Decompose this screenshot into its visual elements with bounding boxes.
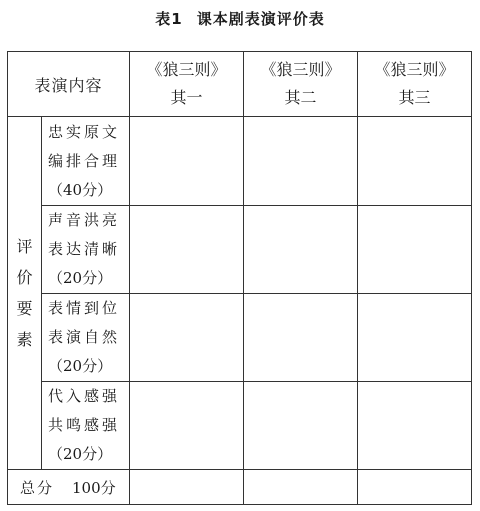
play-3-title: 《狼三则》 — [374, 60, 455, 79]
header-play-2 — [244, 52, 358, 117]
header-play-1 — [130, 52, 244, 117]
total-cell[interactable] — [130, 470, 244, 505]
score-cell[interactable] — [358, 294, 472, 382]
total-row — [8, 470, 472, 505]
score-cell[interactable] — [244, 294, 358, 382]
score-cell[interactable] — [358, 206, 472, 294]
score-cell[interactable] — [244, 117, 358, 206]
score-cell[interactable] — [130, 382, 244, 470]
total-score-label: 总分 100分 — [8, 470, 130, 505]
criterion-2: 声音洪亮 表达清晰 （20分） — [42, 206, 130, 294]
play-2-part: 其二 — [284, 88, 317, 107]
table-caption — [0, 8, 480, 29]
criterion-row — [8, 117, 472, 206]
header-row — [8, 52, 472, 117]
header-performance-content: 表演内容 — [8, 52, 130, 117]
total-cell[interactable] — [244, 470, 358, 505]
play-3-part: 其三 — [398, 88, 431, 107]
table-number: 表1 — [155, 10, 183, 28]
criterion-1: 忠实原文 编排合理 （40分） — [42, 117, 130, 206]
score-cell[interactable] — [130, 117, 244, 206]
criterion-4: 代入感强 共鸣感强 （20分） — [42, 382, 130, 470]
score-cell[interactable] — [244, 382, 358, 470]
score-cell[interactable] — [358, 117, 472, 206]
evaluation-elements-label: 评 价 要 素 — [8, 117, 42, 470]
evaluation-table — [7, 51, 472, 505]
score-cell[interactable] — [130, 294, 244, 382]
criterion-row — [8, 294, 472, 382]
play-2-title: 《狼三则》 — [260, 60, 341, 79]
header-play-3 — [358, 52, 472, 117]
play-1-part: 其一 — [170, 88, 203, 107]
criterion-3: 表情到位 表演自然 （20分） — [42, 294, 130, 382]
table-title: 课本剧表演评价表 — [196, 10, 325, 28]
score-cell[interactable] — [244, 206, 358, 294]
criterion-row — [8, 382, 472, 470]
score-cell[interactable] — [358, 382, 472, 470]
criterion-row — [8, 206, 472, 294]
total-cell[interactable] — [358, 470, 472, 505]
score-cell[interactable] — [130, 206, 244, 294]
play-1-title: 《狼三则》 — [146, 60, 227, 79]
